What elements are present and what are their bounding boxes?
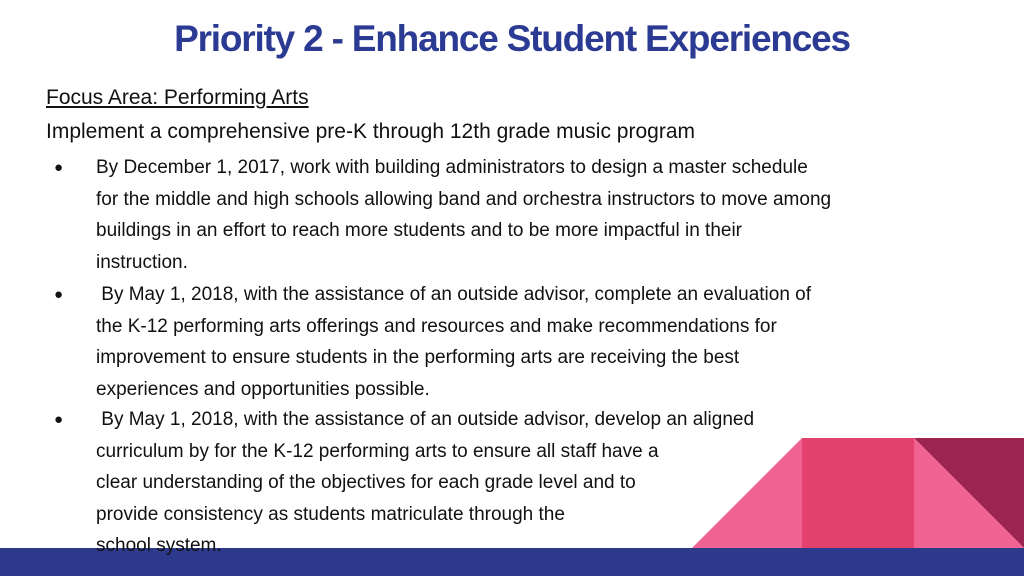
bullet-line: By May 1, 2018, with the assistance of an outside advisor, develop an aligned <box>96 409 755 430</box>
bullet-line: the K-12 performing arts offerings and resources and make recommendations for <box>96 315 777 337</box>
bullet-line: By May 1, 2018, with the assistance of an outside advisor, complete an evaluation of <box>96 284 812 305</box>
bullet-line: provide consistency as students matriculate through the <box>96 503 565 525</box>
focus-area-heading: Focus Area: Performing Arts <box>46 86 309 109</box>
goal-statement: Implement a comprehensive pre-K through 12th grade music program <box>46 120 695 143</box>
bullet-line: experiences and opportunities possible. <box>96 378 430 400</box>
bullet-line: curriculum by for the K-12 performing arts to ensure all staff have a <box>96 440 659 462</box>
slide-title: Priority 2 - Enhance Student Experiences <box>174 18 850 59</box>
bullet-line: school system. <box>96 535 222 556</box>
bullet-line: instruction. <box>96 251 188 273</box>
bullet-line: for the middle and high schools allowing band and orchestra instructors to move among <box>96 188 832 210</box>
bullet-item-1 <box>54 152 986 278</box>
bullet-line: clear understanding of the objectives for each grade level and to <box>96 472 636 493</box>
bullet-line: buildings in an effort to reach more students and to be more impactful in their <box>96 220 743 241</box>
bullet-icon: ● <box>54 286 64 303</box>
bullet-line: By December 1, 2017, work with building administrators to design a master schedule <box>96 157 808 178</box>
bullet-item-2 <box>54 279 986 405</box>
bullet-icon: ● <box>54 159 64 176</box>
bullet-line: improvement to ensure students in the performing arts are receiving the best <box>96 347 740 368</box>
bullet-item-3 <box>54 404 986 562</box>
bullet-icon: ● <box>54 411 64 428</box>
